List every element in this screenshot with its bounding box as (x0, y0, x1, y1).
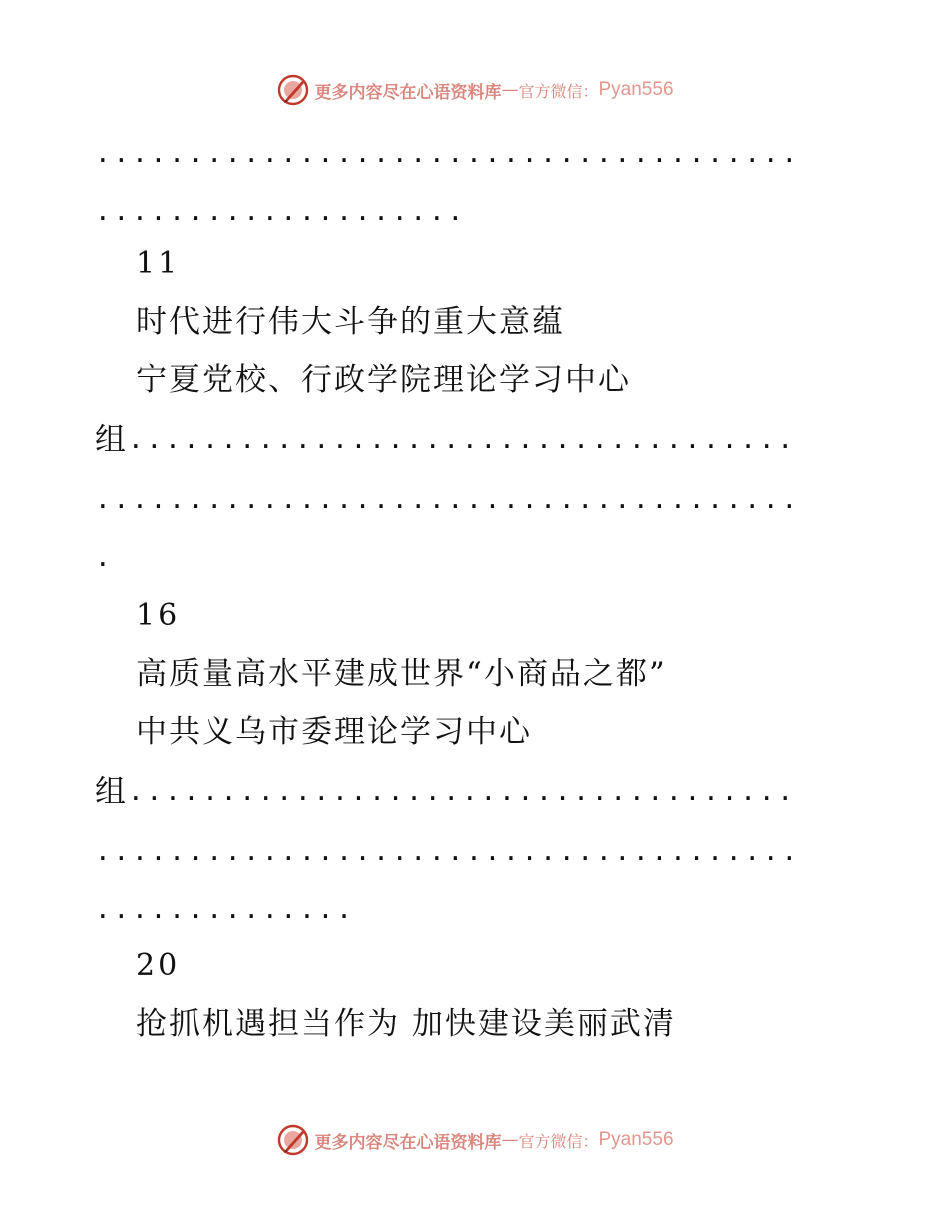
pen-logo-icon (276, 1123, 310, 1157)
header-banner (0, 70, 950, 110)
banner-wechat-id: Pyan556 (598, 79, 674, 100)
toc-leader-dots: .............. (95, 895, 355, 925)
toc-leader-dots: ...................................... (95, 139, 801, 169)
toc-page-number: 20 (136, 948, 181, 983)
toc-entry-title: 抢抓机遇担当作为 加快建设美丽武清 (136, 1006, 676, 1042)
banner-wechat-id: Pyan556 (598, 1129, 674, 1150)
toc-leader-dots: .................................... (128, 777, 796, 807)
toc-entry-author-cont: 组 (95, 422, 126, 458)
toc-page-number: 16 (136, 598, 181, 633)
toc-leader-dots: .................................... (128, 425, 796, 455)
banner-label: 官方微信： (518, 81, 599, 101)
toc-entry-title: 时代进行伟大斗争的重大意蕴 (136, 304, 565, 340)
banner-separator: — (501, 80, 519, 100)
toc-leader-dots: ...................................... (95, 485, 801, 515)
toc-entry-author: 宁夏党校、行政学院理论学习中心 (136, 362, 631, 398)
toc-entry-author: 中共义乌市委理论学习中心 (136, 714, 532, 750)
banner-separator: — (501, 1130, 519, 1150)
toc-leader-dots: . (95, 543, 114, 573)
toc-leader-dots: .................... (95, 197, 467, 227)
banner-main-text: 更多内容尽在心语资料库 (314, 1132, 502, 1153)
toc-page-number: 11 (136, 246, 181, 281)
toc-leader-dots: ...................................... (95, 837, 801, 867)
banner-label: 官方微信： (518, 1131, 599, 1151)
pen-logo-icon (276, 73, 310, 107)
footer-banner (0, 1120, 950, 1160)
banner-main-text: 更多内容尽在心语资料库 (314, 82, 502, 103)
toc-entry-author-cont: 组 (95, 774, 126, 810)
toc-entry-title: 高质量高水平建成世界“小商品之都” (136, 656, 667, 692)
